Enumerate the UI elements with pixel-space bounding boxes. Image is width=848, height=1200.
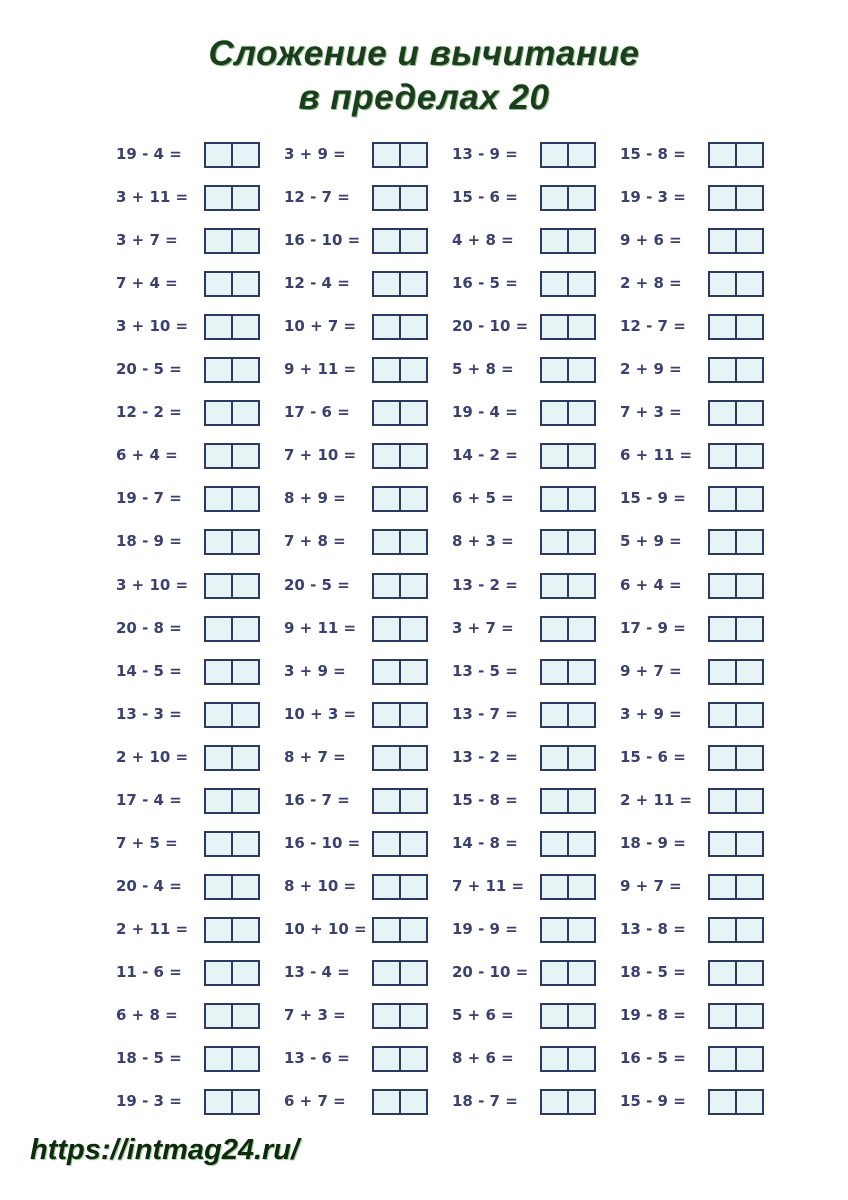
exercise-item <box>452 228 596 252</box>
answer-box[interactable] <box>540 314 596 340</box>
exercise-item <box>116 271 260 295</box>
exercise-expression: 14 - 5 = <box>116 662 182 680</box>
answer-box[interactable] <box>540 142 596 168</box>
exercise-item <box>116 960 260 984</box>
exercise-expression: 7 + 4 = <box>116 274 178 292</box>
exercise-expression: 17 - 9 = <box>620 619 686 637</box>
exercise-item <box>116 831 260 855</box>
answer-box[interactable] <box>204 745 260 771</box>
exercise-expression: 3 + 9 = <box>620 705 682 723</box>
exercise-item <box>452 486 596 510</box>
exercise-expression: 3 + 9 = <box>284 145 346 163</box>
exercise-item <box>284 228 428 252</box>
exercise-expression: 16 - 10 = <box>284 834 361 852</box>
answer-box[interactable] <box>540 357 596 383</box>
answer-box[interactable] <box>708 443 764 469</box>
answer-box[interactable] <box>708 400 764 426</box>
exercise-expression: 7 + 3 = <box>620 403 682 421</box>
answer-box[interactable] <box>204 831 260 857</box>
exercise-item <box>452 271 596 295</box>
answer-box[interactable] <box>372 917 428 943</box>
answer-box[interactable] <box>204 228 260 254</box>
exercise-expression: 13 - 2 = <box>452 576 518 594</box>
exercise-item <box>116 659 260 683</box>
answer-box[interactable] <box>540 702 596 728</box>
exercise-item <box>284 917 428 941</box>
answer-box[interactable] <box>204 314 260 340</box>
exercise-item <box>620 616 764 640</box>
answer-box[interactable] <box>708 271 764 297</box>
exercise-item <box>452 529 596 553</box>
exercise-item <box>452 314 596 338</box>
exercise-item <box>284 616 428 640</box>
answer-box[interactable] <box>372 1003 428 1029</box>
answer-box[interactable] <box>372 960 428 986</box>
answer-box[interactable] <box>372 185 428 211</box>
answer-box[interactable] <box>540 1003 596 1029</box>
exercise-item <box>620 1089 764 1113</box>
exercise-item <box>284 1089 428 1113</box>
exercise-expression: 15 - 6 = <box>620 748 686 766</box>
answer-box[interactable] <box>540 573 596 599</box>
exercise-expression: 3 + 11 = <box>116 188 189 206</box>
exercise-item <box>284 443 428 467</box>
answer-box[interactable] <box>540 443 596 469</box>
exercise-expression: 12 - 2 = <box>116 403 182 421</box>
exercise-item <box>116 185 260 209</box>
exercise-item <box>452 1046 596 1070</box>
exercise-expression: 2 + 11 = <box>620 791 693 809</box>
exercise-expression: 8 + 7 = <box>284 748 346 766</box>
exercise-expression: 6 + 4 = <box>620 576 682 594</box>
exercise-item <box>284 874 428 898</box>
exercise-expression: 8 + 6 = <box>452 1049 514 1067</box>
exercise-expression: 2 + 9 = <box>620 360 682 378</box>
answer-box[interactable] <box>708 659 764 685</box>
answer-box[interactable] <box>204 659 260 685</box>
answer-box[interactable] <box>204 486 260 512</box>
answer-box[interactable] <box>372 529 428 555</box>
exercise-expression: 20 - 10 = <box>452 963 529 981</box>
answer-box[interactable] <box>372 1046 428 1072</box>
exercise-item <box>116 745 260 769</box>
exercise-item <box>452 831 596 855</box>
exercise-expression: 17 - 6 = <box>284 403 350 421</box>
exercise-item <box>452 659 596 683</box>
answer-box[interactable] <box>540 529 596 555</box>
exercise-expression: 19 - 4 = <box>452 403 518 421</box>
exercise-expression: 13 - 3 = <box>116 705 182 723</box>
answer-box[interactable] <box>204 400 260 426</box>
exercise-item <box>116 917 260 941</box>
exercise-item <box>284 142 428 166</box>
answer-box[interactable] <box>204 960 260 986</box>
answer-box[interactable] <box>372 659 428 685</box>
exercise-expression: 8 + 9 = <box>284 489 346 507</box>
exercise-item <box>620 788 764 812</box>
exercise-item <box>620 960 764 984</box>
exercise-expression: 13 - 9 = <box>452 145 518 163</box>
exercise-item <box>620 400 764 424</box>
answer-box[interactable] <box>708 529 764 555</box>
exercise-expression: 6 + 8 = <box>116 1006 178 1024</box>
answer-box[interactable] <box>372 788 428 814</box>
exercise-item <box>620 314 764 338</box>
exercise-expression: 15 - 6 = <box>452 188 518 206</box>
exercise-item <box>620 443 764 467</box>
answer-box[interactable] <box>372 228 428 254</box>
exercise-expression: 7 + 5 = <box>116 834 178 852</box>
answer-box[interactable] <box>708 702 764 728</box>
answer-box[interactable] <box>204 357 260 383</box>
exercise-item <box>620 529 764 553</box>
exercise-item <box>116 573 260 597</box>
answer-box[interactable] <box>540 616 596 642</box>
exercise-item <box>620 745 764 769</box>
exercise-expression: 9 + 7 = <box>620 877 682 895</box>
answer-box[interactable] <box>372 616 428 642</box>
answer-box[interactable] <box>372 702 428 728</box>
exercise-item <box>284 960 428 984</box>
exercise-item <box>116 1046 260 1070</box>
exercise-expression: 12 - 4 = <box>284 274 350 292</box>
exercise-expression: 3 + 7 = <box>452 619 514 637</box>
exercise-item <box>284 788 428 812</box>
answer-box[interactable] <box>708 357 764 383</box>
exercise-item <box>452 573 596 597</box>
answer-box[interactable] <box>540 228 596 254</box>
exercise-expression: 3 + 7 = <box>116 231 178 249</box>
answer-box[interactable] <box>372 874 428 900</box>
exercise-item <box>284 486 428 510</box>
answer-box[interactable] <box>204 443 260 469</box>
exercise-item <box>620 702 764 726</box>
exercise-item <box>452 874 596 898</box>
exercise-item <box>620 1046 764 1070</box>
exercise-expression: 15 - 8 = <box>452 791 518 809</box>
exercise-expression: 20 - 5 = <box>284 576 350 594</box>
exercise-item <box>284 1046 428 1070</box>
answer-box[interactable] <box>708 960 764 986</box>
answer-box[interactable] <box>540 788 596 814</box>
exercise-item <box>116 443 260 467</box>
exercise-item <box>620 1003 764 1027</box>
answer-box[interactable] <box>204 142 260 168</box>
exercise-expression: 5 + 6 = <box>452 1006 514 1024</box>
exercise-item <box>284 573 428 597</box>
answer-box[interactable] <box>540 745 596 771</box>
exercise-expression: 19 - 9 = <box>452 920 518 938</box>
answer-box[interactable] <box>540 486 596 512</box>
exercise-expression: 2 + 11 = <box>116 920 189 938</box>
exercise-item <box>116 874 260 898</box>
exercise-expression: 6 + 4 = <box>116 446 178 464</box>
exercise-item <box>452 185 596 209</box>
exercise-expression: 3 + 10 = <box>116 317 189 335</box>
exercise-expression: 19 - 4 = <box>116 145 182 163</box>
exercise-item <box>452 357 596 381</box>
answer-box[interactable] <box>708 874 764 900</box>
exercise-item <box>452 443 596 467</box>
exercise-expression: 18 - 7 = <box>452 1092 518 1110</box>
exercise-item <box>116 357 260 381</box>
answer-box[interactable] <box>204 573 260 599</box>
exercise-expression: 10 + 7 = <box>284 317 357 335</box>
exercise-item <box>284 745 428 769</box>
exercise-item <box>452 1089 596 1113</box>
exercise-expression: 19 - 3 = <box>116 1092 182 1110</box>
exercise-item <box>620 142 764 166</box>
answer-box[interactable] <box>708 917 764 943</box>
exercise-item <box>620 874 764 898</box>
answer-box[interactable] <box>540 831 596 857</box>
exercise-expression: 7 + 8 = <box>284 532 346 550</box>
exercise-item <box>284 702 428 726</box>
exercise-item <box>284 357 428 381</box>
answer-box[interactable] <box>708 616 764 642</box>
exercise-item <box>620 228 764 252</box>
answer-box[interactable] <box>204 1046 260 1072</box>
answer-box[interactable] <box>372 745 428 771</box>
exercise-expression: 10 + 3 = <box>284 705 357 723</box>
exercise-item <box>620 185 764 209</box>
answer-box[interactable] <box>372 357 428 383</box>
exercise-expression: 17 - 4 = <box>116 791 182 809</box>
answer-box[interactable] <box>204 1003 260 1029</box>
exercise-expression: 15 - 9 = <box>620 1092 686 1110</box>
exercise-expression: 8 + 10 = <box>284 877 357 895</box>
answer-box[interactable] <box>708 142 764 168</box>
exercise-expression: 16 - 5 = <box>452 274 518 292</box>
exercise-item <box>116 486 260 510</box>
answer-box[interactable] <box>708 831 764 857</box>
exercise-expression: 9 + 7 = <box>620 662 682 680</box>
exercise-expression: 9 + 6 = <box>620 231 682 249</box>
exercise-item <box>452 616 596 640</box>
answer-box[interactable] <box>204 874 260 900</box>
answer-box[interactable] <box>372 1089 428 1115</box>
exercise-expression: 19 - 8 = <box>620 1006 686 1024</box>
exercise-expression: 20 - 8 = <box>116 619 182 637</box>
answer-box[interactable] <box>372 400 428 426</box>
exercise-expression: 14 - 8 = <box>452 834 518 852</box>
exercise-item <box>116 142 260 166</box>
exercise-item <box>620 659 764 683</box>
exercise-expression: 5 + 9 = <box>620 532 682 550</box>
exercise-expression: 15 - 9 = <box>620 489 686 507</box>
exercise-expression: 7 + 11 = <box>452 877 525 895</box>
exercise-item <box>284 314 428 338</box>
answer-box[interactable] <box>540 400 596 426</box>
answer-box[interactable] <box>540 271 596 297</box>
exercise-item <box>116 788 260 812</box>
answer-box[interactable] <box>204 917 260 943</box>
exercise-expression: 6 + 7 = <box>284 1092 346 1110</box>
exercise-item <box>284 831 428 855</box>
exercise-expression: 10 + 10 = <box>284 920 367 938</box>
answer-box[interactable] <box>708 314 764 340</box>
exercise-expression: 13 - 4 = <box>284 963 350 981</box>
exercise-item <box>116 1089 260 1113</box>
exercise-item <box>452 400 596 424</box>
exercise-item <box>284 400 428 424</box>
exercise-item <box>620 573 764 597</box>
answer-box[interactable] <box>540 185 596 211</box>
answer-box[interactable] <box>708 745 764 771</box>
exercise-item <box>452 702 596 726</box>
exercise-item <box>620 486 764 510</box>
answer-box[interactable] <box>372 831 428 857</box>
exercise-expression: 13 - 8 = <box>620 920 686 938</box>
exercise-item <box>116 616 260 640</box>
exercise-expression: 11 - 6 = <box>116 963 182 981</box>
answer-box[interactable] <box>540 917 596 943</box>
answer-box[interactable] <box>540 960 596 986</box>
exercise-expression: 13 - 2 = <box>452 748 518 766</box>
exercise-expression: 2 + 8 = <box>620 274 682 292</box>
answer-box[interactable] <box>372 271 428 297</box>
exercise-item <box>620 917 764 941</box>
answer-box[interactable] <box>708 1003 764 1029</box>
title-line-2: в пределах 20 <box>298 78 550 117</box>
exercise-expression: 20 - 5 = <box>116 360 182 378</box>
exercise-expression: 4 + 8 = <box>452 231 514 249</box>
exercise-item <box>116 314 260 338</box>
exercise-item <box>620 831 764 855</box>
exercise-item <box>620 357 764 381</box>
exercise-expression: 18 - 9 = <box>116 532 182 550</box>
exercise-expression: 15 - 8 = <box>620 145 686 163</box>
answer-box[interactable] <box>708 1046 764 1072</box>
exercise-item <box>116 702 260 726</box>
exercise-item <box>284 1003 428 1027</box>
answer-box[interactable] <box>708 788 764 814</box>
answer-box[interactable] <box>708 1089 764 1115</box>
exercise-expression: 18 - 5 = <box>620 963 686 981</box>
title-line-1: Сложение и вычитание <box>208 34 640 73</box>
exercise-item <box>284 271 428 295</box>
exercise-expression: 14 - 2 = <box>452 446 518 464</box>
exercise-expression: 19 - 3 = <box>620 188 686 206</box>
site-url: https://intmag24.ru/ <box>30 1134 300 1166</box>
exercise-expression: 9 + 11 = <box>284 360 357 378</box>
exercise-expression: 13 - 5 = <box>452 662 518 680</box>
answer-box[interactable] <box>204 1089 260 1115</box>
answer-box[interactable] <box>204 616 260 642</box>
exercise-expression: 7 + 10 = <box>284 446 357 464</box>
exercise-item <box>452 917 596 941</box>
exercise-expression: 12 - 7 = <box>284 188 350 206</box>
answer-box[interactable] <box>540 1089 596 1115</box>
exercise-expression: 2 + 10 = <box>116 748 189 766</box>
answer-box[interactable] <box>708 228 764 254</box>
exercise-expression: 8 + 3 = <box>452 532 514 550</box>
exercise-item <box>284 659 428 683</box>
answer-box[interactable] <box>204 271 260 297</box>
exercise-item <box>620 271 764 295</box>
exercise-expression: 16 - 5 = <box>620 1049 686 1067</box>
exercise-expression: 9 + 11 = <box>284 619 357 637</box>
exercise-expression: 6 + 11 = <box>620 446 693 464</box>
answer-box[interactable] <box>372 142 428 168</box>
exercise-expression: 13 - 6 = <box>284 1049 350 1067</box>
exercise-item <box>284 185 428 209</box>
answer-box[interactable] <box>204 529 260 555</box>
answer-box[interactable] <box>540 874 596 900</box>
exercise-item <box>452 960 596 984</box>
exercise-item <box>116 400 260 424</box>
answer-box[interactable] <box>204 185 260 211</box>
answer-box[interactable] <box>372 443 428 469</box>
exercise-expression: 20 - 10 = <box>452 317 529 335</box>
exercise-expression: 19 - 7 = <box>116 489 182 507</box>
answer-box[interactable] <box>372 486 428 512</box>
exercise-expression: 13 - 7 = <box>452 705 518 723</box>
exercise-expression: 3 + 9 = <box>284 662 346 680</box>
exercise-item <box>452 745 596 769</box>
exercise-expression: 20 - 4 = <box>116 877 182 895</box>
answer-box[interactable] <box>708 573 764 599</box>
exercise-expression: 3 + 10 = <box>116 576 189 594</box>
exercise-item <box>116 529 260 553</box>
answer-box[interactable] <box>708 185 764 211</box>
exercise-item <box>116 1003 260 1027</box>
answer-box[interactable] <box>372 314 428 340</box>
exercise-item <box>116 228 260 252</box>
answer-box[interactable] <box>204 702 260 728</box>
exercise-item <box>284 529 428 553</box>
answer-box[interactable] <box>540 1046 596 1072</box>
exercise-item <box>452 788 596 812</box>
exercise-item <box>452 1003 596 1027</box>
exercise-item <box>452 142 596 166</box>
answer-box[interactable] <box>708 486 764 512</box>
exercise-expression: 12 - 7 = <box>620 317 686 335</box>
answer-box[interactable] <box>372 573 428 599</box>
exercise-expression: 5 + 8 = <box>452 360 514 378</box>
answer-box[interactable] <box>204 788 260 814</box>
exercise-expression: 7 + 3 = <box>284 1006 346 1024</box>
exercise-expression: 16 - 10 = <box>284 231 361 249</box>
answer-box[interactable] <box>540 659 596 685</box>
exercise-expression: 6 + 5 = <box>452 489 514 507</box>
exercise-expression: 18 - 5 = <box>116 1049 182 1067</box>
exercise-expression: 18 - 9 = <box>620 834 686 852</box>
exercise-expression: 16 - 7 = <box>284 791 350 809</box>
